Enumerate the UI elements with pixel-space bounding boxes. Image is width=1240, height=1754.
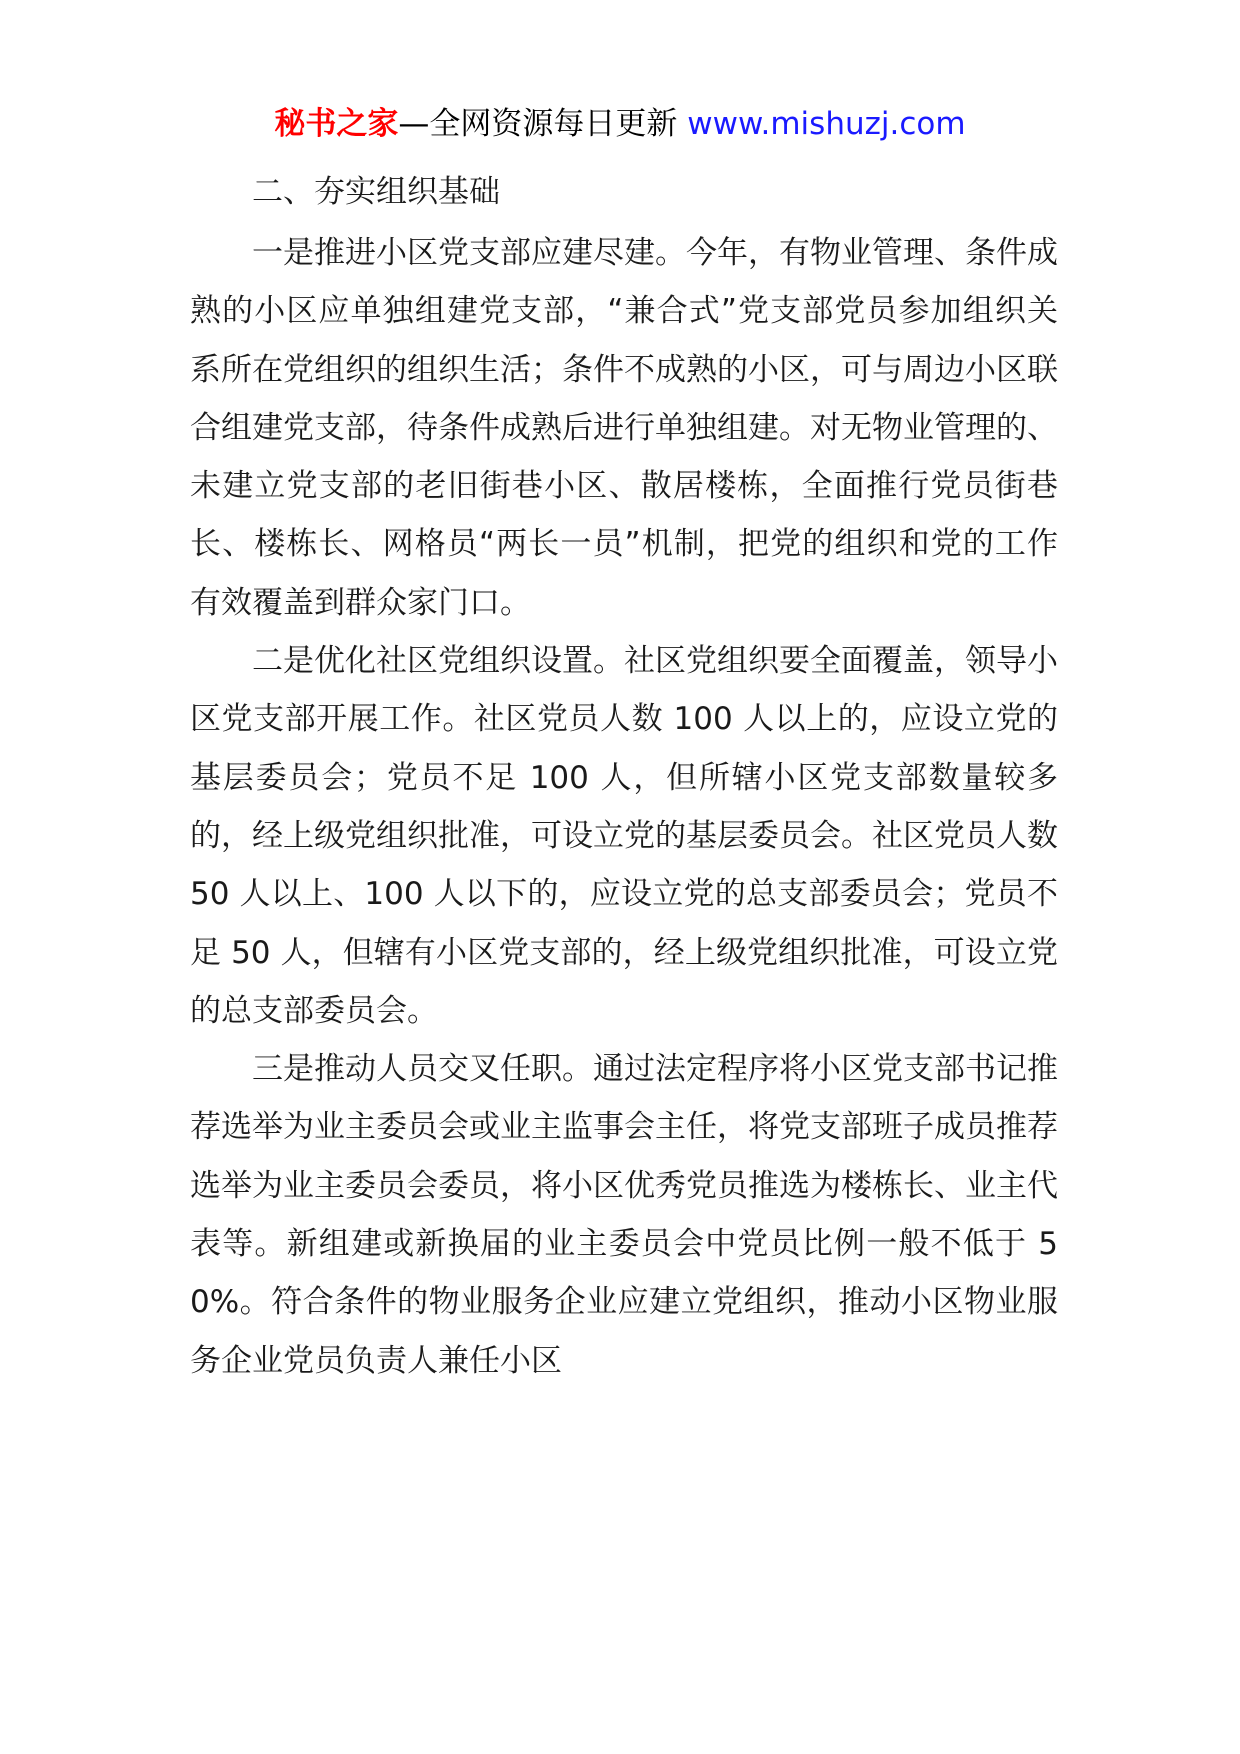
paragraph-1: 一是推进小区党支部应建尽建。今年，有物业管理、条件成熟的小区应单独组建党支部，“兼合式”党支部党员参加组织关系所在党组织的组织生活；条件不成熟的小区，可与周边小区联合组建党支部，待条件成熟后进行单独组建。对无物业管理的、未建立党支部的老旧街巷小区、散居楼栋，全面推行党员街巷长、楼栋长、网格员“两长一员”机制，把党的组织和党的工作有效覆盖到群众家门口。 xyxy=(190,235,1058,621)
header-url-link[interactable]: www.mishuzj.com xyxy=(687,106,966,142)
document-body xyxy=(190,162,1058,1390)
page-header xyxy=(0,100,1240,148)
header-tagline: —全网资源每日更新 xyxy=(398,106,688,142)
section-heading: 二、夯实组织基础 xyxy=(252,174,500,210)
paragraph-2: 二是优化社区党组织设置。社区党组织要全面覆盖，领导小区党支部开展工作。社区党员人数 100 人以上的，应设立党的基层委员会；党员不足 100 人，但所辖小区党支部数量较多的，经上级党组织批准，可设立党的基层委员会。社区党员人数 50 人以上、100 人以下的，应设立党的总支部委员会；党员不足 50 人，但辖有小区党支部的，经上级党组织批准，可设立党的总支部委员会。 xyxy=(190,643,1058,1029)
header-brand: 秘书之家 xyxy=(274,106,399,142)
paragraph-3: 三是推动人员交叉任职。通过法定程序将小区党支部书记推荐选举为业主委员会或业主监事会主任，将党支部班子成员推荐选举为业主委员会委员，将小区优秀党员推选为楼栋长、业主代表等。新组建或新换届的业主委员会中党员比例一般不低于 50%。符合条件的物业服务企业应建立党组织，推动小区物业服务企业党员负责人兼任小区 xyxy=(190,1051,1058,1379)
